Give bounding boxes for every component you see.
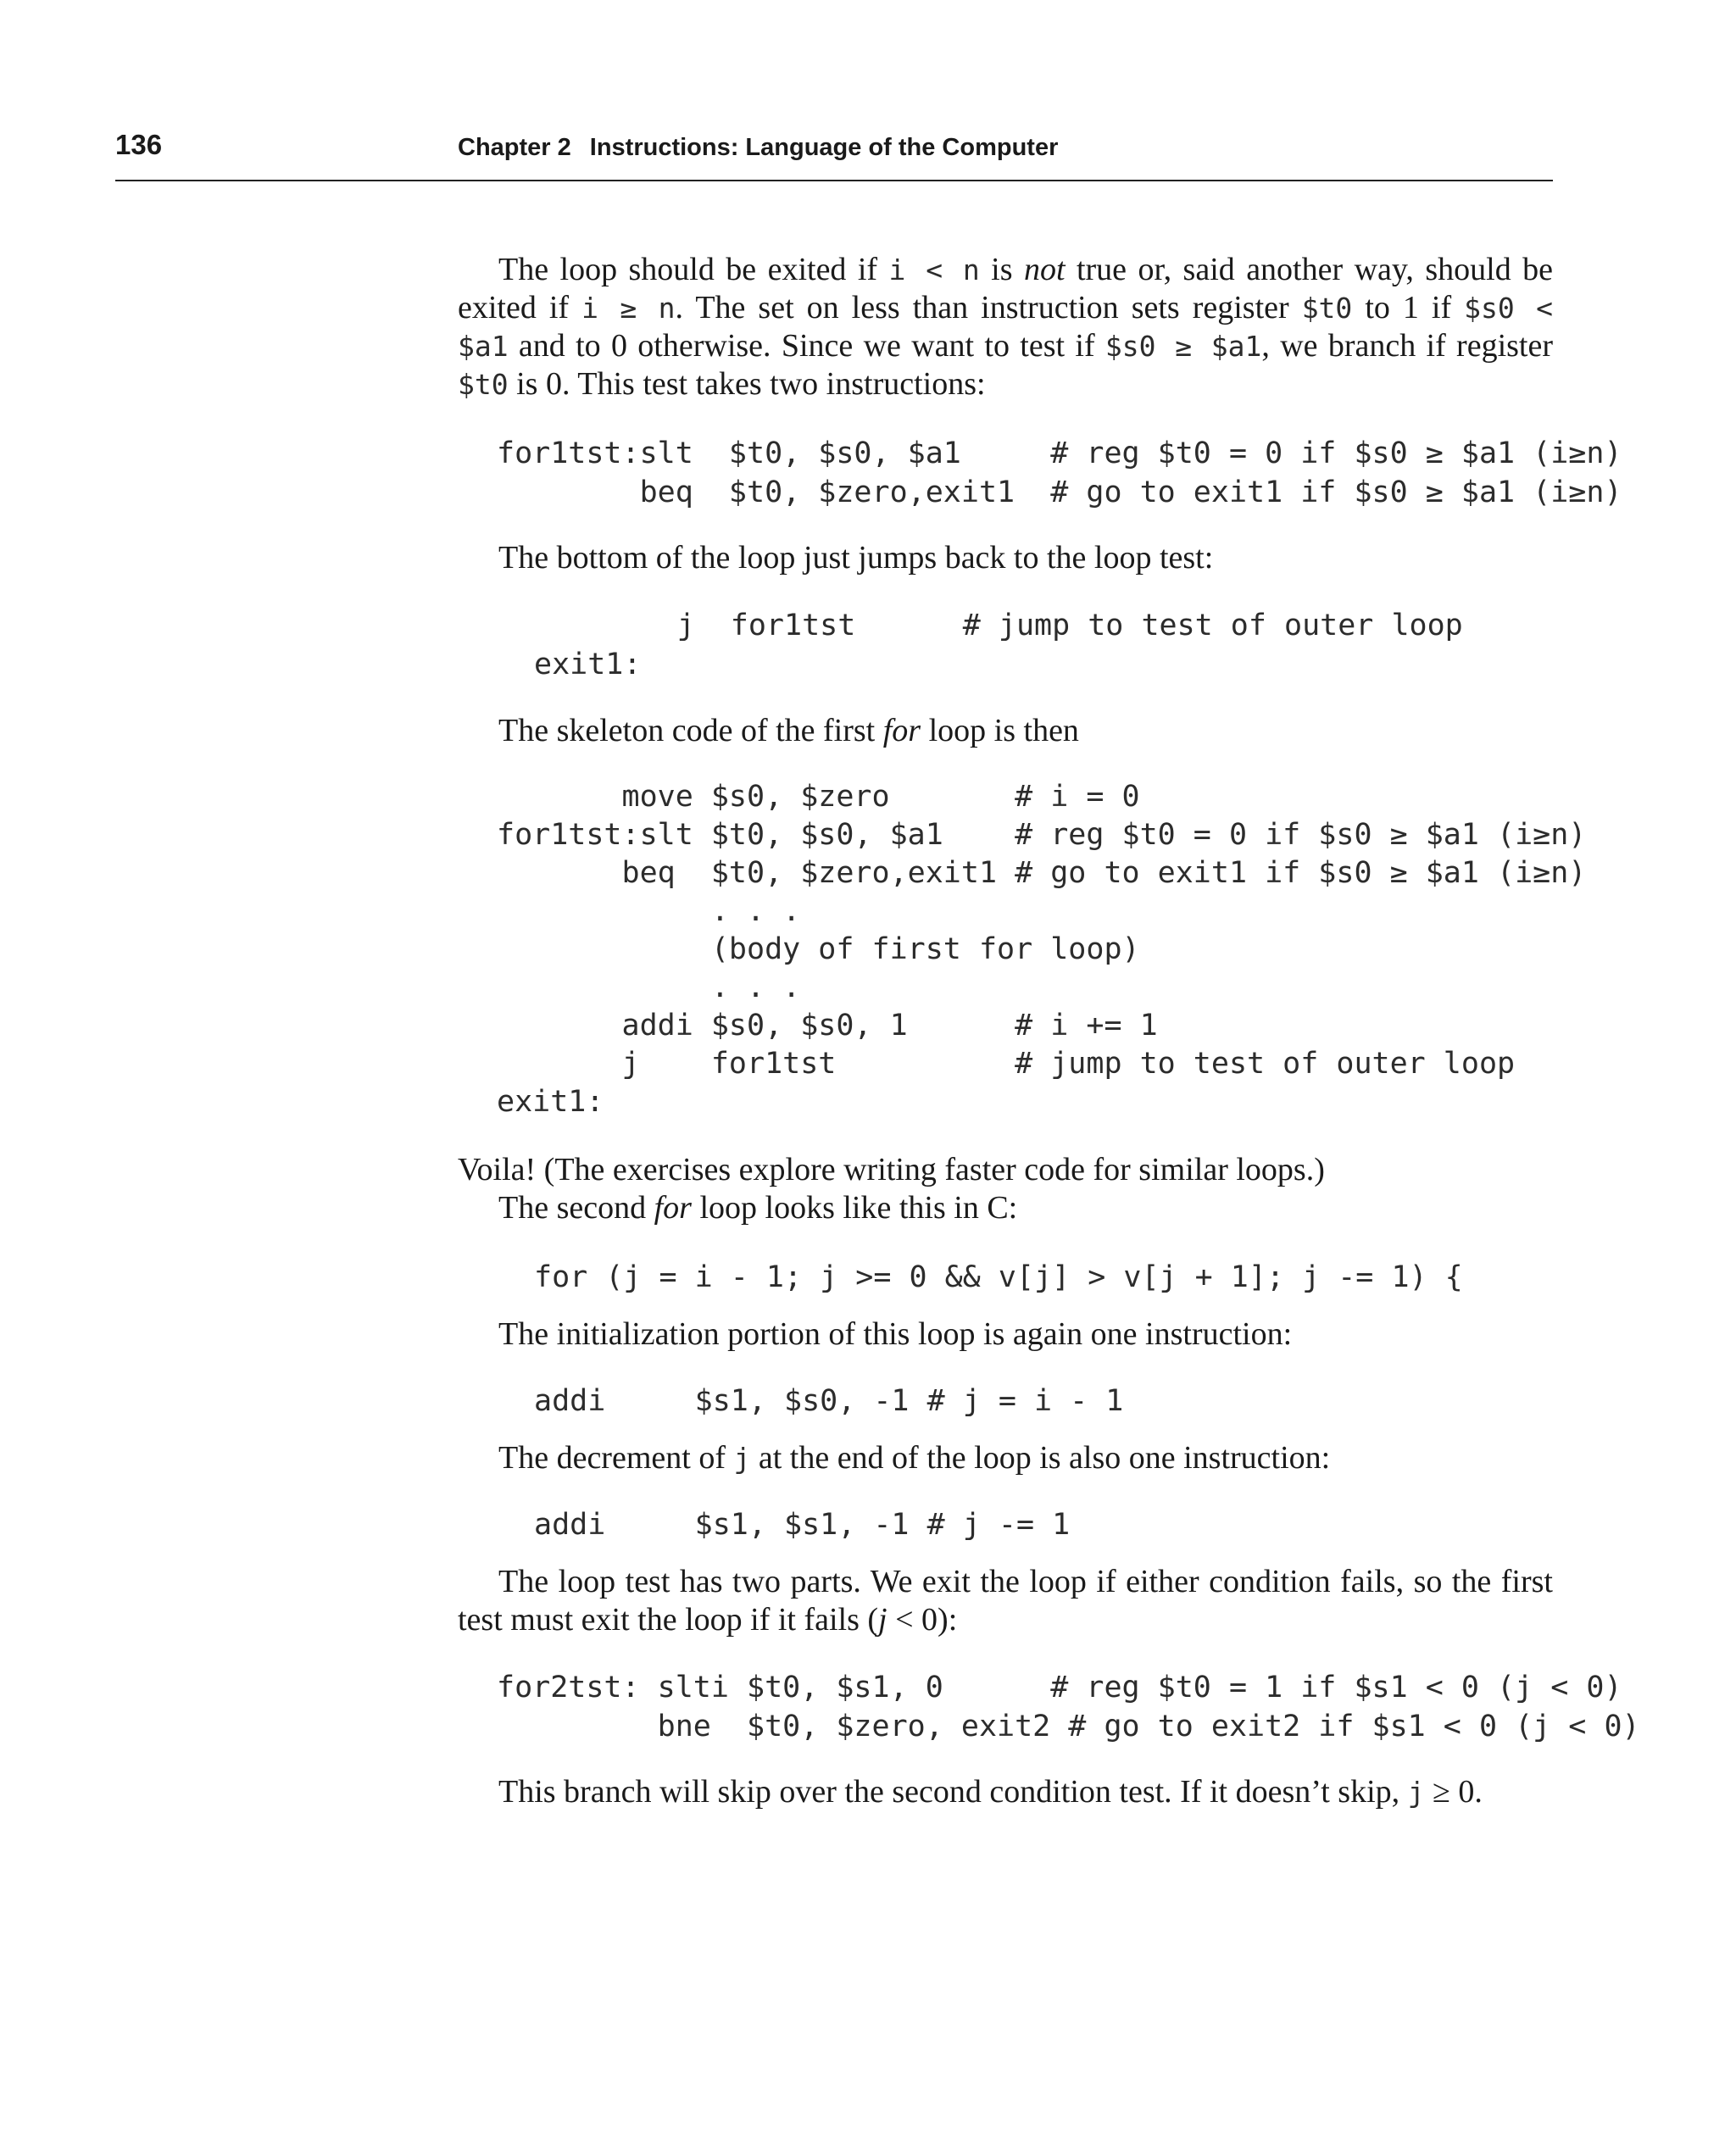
paragraph-loop-bottom bbox=[458, 539, 1553, 577]
text-line bbox=[458, 289, 1553, 327]
inline-code: i < n bbox=[888, 253, 980, 286]
text: ≥ 0. bbox=[1424, 1774, 1483, 1810]
emphasis: for bbox=[882, 713, 921, 748]
text: and to 0 otherwise. Since we want to test if bbox=[508, 328, 1105, 364]
code-line: for1tst:slt $t0, $s0, $a1 # reg $t0 = 0 if $s0 ≥ $a1 (i≥n) bbox=[497, 437, 1622, 470]
text: to 1 if bbox=[1352, 290, 1465, 325]
code-line: . . . bbox=[497, 970, 801, 1004]
text: at the end of the loop is also one instruction: bbox=[750, 1440, 1331, 1476]
chapter-label: Chapter 2 bbox=[458, 134, 571, 161]
page-number: 136 bbox=[115, 129, 163, 160]
code-line: for (j = i - 1; j >= 0 && v[j] > v[j + 1]; j -= 1) { bbox=[534, 1260, 1463, 1294]
inline-code: $a1 bbox=[458, 330, 509, 363]
text: . The set on less than instruction sets register bbox=[675, 290, 1302, 325]
text: The loop should be exited if bbox=[498, 252, 889, 287]
text-line bbox=[458, 1439, 1553, 1477]
code-line: addi $s1, $s0, -1 # j = i - 1 bbox=[534, 1384, 1124, 1418]
text: , we branch if register bbox=[1261, 328, 1554, 364]
code-line: . . . bbox=[497, 894, 801, 928]
code-line: bne $t0, $zero, exit2 # go to exit2 if $s1 < 0 (j < 0) bbox=[497, 1710, 1640, 1743]
text-line: Voila! (The exercises explore writing faster code for similar loops.) bbox=[458, 1152, 1325, 1187]
inline-code: $s0 < bbox=[1464, 292, 1554, 325]
paragraph-loop-test bbox=[458, 1563, 1553, 1639]
header-rule bbox=[115, 180, 1553, 181]
paragraph-initialization bbox=[458, 1315, 1553, 1354]
code-line: beq $t0, $zero,exit1 # go to exit1 if $s0 ≥ $a1 (i≥n) bbox=[497, 856, 1587, 890]
code-block-decrement bbox=[534, 1505, 1070, 1544]
text: loop looks like this in C: bbox=[691, 1190, 1018, 1226]
text: loop is then bbox=[921, 713, 1079, 748]
code-line: (body of first for loop) bbox=[497, 932, 1140, 966]
text: < 0): bbox=[887, 1602, 958, 1638]
code-line: for2tst: slti $t0, $s1, 0 # reg $t0 = 1 if $s1 < 0 (j < 0) bbox=[497, 1671, 1622, 1704]
emphasis: j bbox=[878, 1602, 887, 1638]
text-line: The loop test has two parts. We exit the loop if either condition fails, so the first bbox=[498, 1564, 1553, 1599]
text-line bbox=[458, 1773, 1553, 1811]
code-line: addi $s1, $s1, -1 # j -= 1 bbox=[534, 1508, 1071, 1542]
chapter-title: Instructions: Language of the Computer bbox=[589, 134, 1059, 161]
paragraph-skeleton bbox=[458, 712, 1553, 750]
text: The skeleton code of the first bbox=[498, 713, 883, 748]
emphasis: for bbox=[654, 1190, 692, 1226]
text-line bbox=[458, 712, 1553, 750]
code-line: j for1tst # jump to test of outer loop bbox=[497, 1047, 1516, 1081]
running-header bbox=[458, 134, 1058, 162]
text-line bbox=[458, 251, 1553, 289]
code-block-c-loop bbox=[534, 1258, 1463, 1297]
text: The second bbox=[498, 1190, 654, 1226]
code-block-init bbox=[534, 1382, 1123, 1421]
inline-code: j bbox=[1407, 1776, 1425, 1809]
code-line: exit1: bbox=[497, 1085, 604, 1119]
paragraph-voila bbox=[458, 1151, 1553, 1227]
code-line: j for1tst # jump to test of outer loop bbox=[534, 609, 1463, 642]
text: test must exit the loop if it fails ( bbox=[458, 1602, 879, 1638]
text-line bbox=[458, 1189, 1553, 1227]
inline-code: $s0 ≥ $a1 bbox=[1104, 330, 1262, 363]
text: The decrement of bbox=[498, 1440, 734, 1476]
code-block-skeleton bbox=[497, 778, 1586, 1121]
text: This branch will skip over the second condition test. If it doesn’t skip, bbox=[498, 1774, 1408, 1810]
paragraph-branch-skip bbox=[458, 1773, 1553, 1811]
paragraph-loop-exit bbox=[458, 251, 1553, 403]
inline-code: j bbox=[733, 1442, 751, 1475]
text: is bbox=[979, 252, 1024, 287]
text-line bbox=[458, 1601, 1553, 1639]
text: is 0. This test takes two instructions: bbox=[508, 366, 986, 402]
text-line bbox=[458, 365, 1553, 403]
code-line: move $s0, $zero # i = 0 bbox=[497, 780, 1140, 814]
code-block-loop-test bbox=[497, 434, 1622, 512]
emphasis: not bbox=[1023, 252, 1066, 287]
code-line: for1tst:slt $t0, $s0, $a1 # reg $t0 = 0 if $s0 ≥ $a1 (i≥n) bbox=[497, 818, 1587, 852]
text-line bbox=[458, 327, 1553, 365]
code-line: exit1: bbox=[534, 648, 642, 681]
text-line: The initialization portion of this loop is again one instruction: bbox=[498, 1316, 1293, 1352]
text-line: The bottom of the loop just jumps back to the loop test: bbox=[498, 540, 1214, 576]
inline-code: $t0 bbox=[1301, 292, 1353, 325]
inline-code: i ≥ n bbox=[581, 292, 676, 325]
code-block-jump bbox=[534, 606, 1463, 684]
paragraph-decrement bbox=[458, 1439, 1553, 1477]
inline-code: $t0 bbox=[458, 368, 509, 401]
text: exited if bbox=[458, 290, 582, 325]
code-line: addi $s0, $s0, 1 # i += 1 bbox=[497, 1009, 1158, 1043]
code-line: beq $t0, $zero,exit1 # go to exit1 if $s0 ≥ $a1 (i≥n) bbox=[497, 475, 1622, 509]
text: true or, said another way, should be bbox=[1065, 252, 1553, 287]
code-block-for2tst bbox=[497, 1668, 1640, 1746]
